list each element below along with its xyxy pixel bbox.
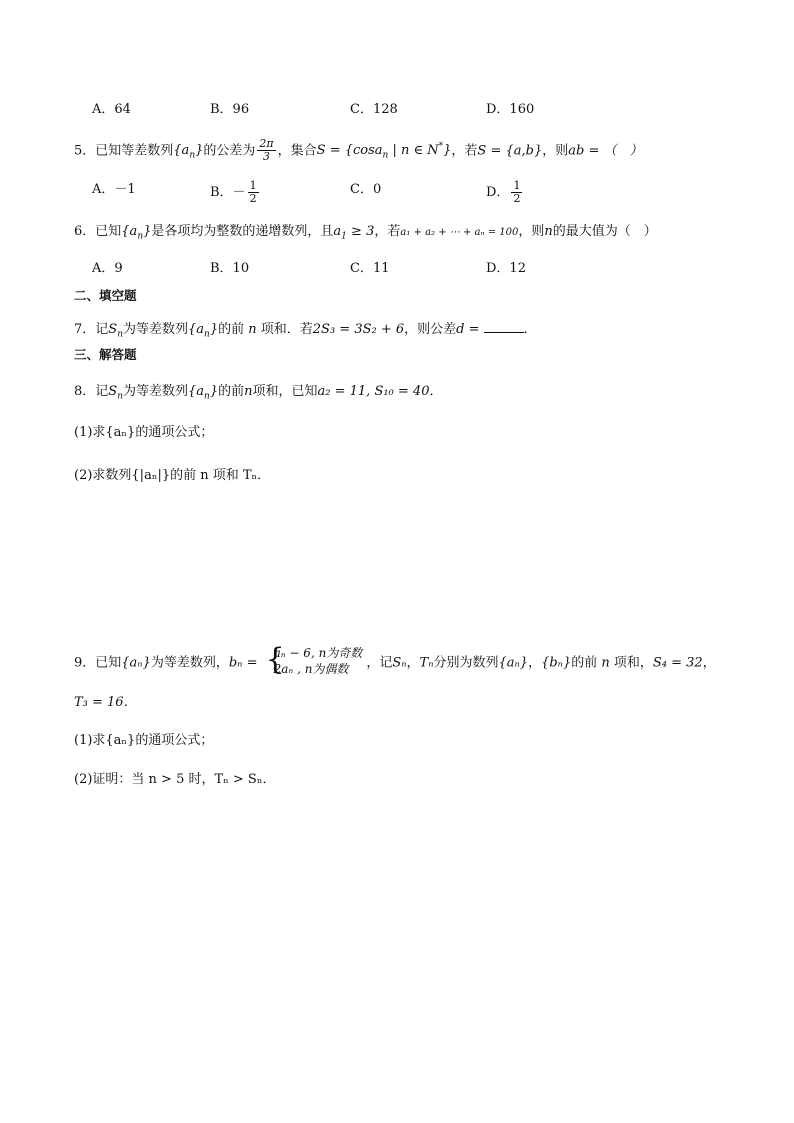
q6-option-b[interactable]: B．10 [210,261,250,276]
q9-prefix: 9．已知 [74,655,122,671]
q6-end: 的最大值为（ ） [552,224,657,239]
q4-option-c[interactable]: C．128 [350,102,398,117]
q9-mid1: 为等差数列， [150,655,229,671]
q9-comma-2: ， [702,655,716,671]
q9-mid2: ，记 [366,655,393,671]
q7-end: ． [523,322,537,337]
q6-mid1: 是各项均为整数的递增数列，且 [151,224,334,239]
q8-seq: $\{a_n\}$ [188,384,219,402]
q9-part-1: (1)求{aₙ}的通项公式； [74,733,214,748]
q5-stem [74,138,642,165]
q9-mid4: 的前 [571,655,598,671]
q8-condition: a₂ = 11, S₁₀ = 40 [317,384,430,399]
q6-var: n [544,224,553,239]
q8-end: ． [429,384,443,399]
q7-mid3: 项和．若 [260,322,313,337]
q7-s: $S_n$ [108,322,123,340]
q5-mid2: ，集合 [277,143,317,159]
q5-seq: $\{a_n\}$ [173,143,204,161]
q9-comma: ， [528,655,542,671]
q5-option-b[interactable]: B．－ $\frac{1}{2}$ [210,179,257,205]
q8-stem [74,383,443,406]
q7-prefix: 7．记 [74,322,109,337]
q7-d: d = [456,322,484,337]
q5-set-expression: S = {cosa$_n$ | n ∈ N*} [316,142,452,161]
q5-option-d[interactable]: D． $\frac{1}{2}$ [486,179,521,205]
q5-option-b-fraction: $\frac{1}{2}$ [249,179,257,205]
q6-options [92,259,692,279]
q9-sep: ， [406,655,420,671]
q7-equation: 2S₃ = 3S₂ + 6 [312,322,405,337]
q9-seq-a: {aₙ} [498,655,529,671]
q5-mid3: ，若 [451,143,478,159]
q9-mid5: 项和， [613,655,653,671]
q7-mid2: 的前 [218,322,245,337]
q9-seq: {aₙ} [121,655,151,671]
q8-part-1: (1)求{aₙ}的通项公式； [74,425,214,440]
q6-seq: $\{a_n\}$ [121,224,152,242]
q6-option-d[interactable]: D．12 [486,261,526,276]
q8-part-2: (2)求数列{|aₙ|}的前 n 项和 Tₙ． [74,468,271,483]
q5-prefix: 5．已知等差数列 [74,143,174,159]
q6-option-a[interactable]: A．9 [92,261,123,276]
section-fill-in-title: 二、填空题 [74,288,137,303]
q5-condition: S = {a,b} [477,143,543,159]
q5-options [92,179,692,205]
q4-option-d[interactable]: D．160 [486,102,535,117]
q6-option-c[interactable]: C．11 [350,261,390,276]
q4-option-b[interactable]: B．96 [210,102,250,117]
q5-option-c[interactable]: C．0 [350,182,382,197]
q4-options [92,100,692,120]
q9-seq-b: {bₙ} [541,655,572,671]
q5-common-difference-fraction: $\frac{2\pi}{3}$ [259,137,274,164]
q7-mid4: ，则公差 [404,322,457,337]
q5-mid1: 的公差为 [203,143,256,159]
q5-option-d-fraction: $\frac{1}{2}$ [513,179,521,205]
q6-stem [74,223,657,246]
q8-prefix: 8．记 [74,384,109,399]
q6-mid2: ，若 [374,224,401,239]
q8-s: $S_n$ [108,384,123,402]
q9-piecewise [265,642,363,677]
q7-answer-blank[interactable] [484,320,524,333]
q9-case-even: 2aₙ , n为偶数 [273,662,349,676]
q8-mid1: 为等差数列 [122,384,188,399]
q5-ask: ab = （ ） [568,143,643,159]
q9-left-brace: { [265,642,285,677]
q9-s: Sₙ [392,655,407,671]
q6-sum-expression: a₁ + a₂ + ⋯ + aₙ = 100 [400,227,519,238]
q8-mid3: 项和，已知 [252,384,318,399]
q6-prefix: 6．已知 [74,224,122,239]
q9-part-2: (2)证明：当 n > 5 时，Tₙ > Sₙ． [74,772,276,787]
q9-line-2: T₃ = 16． [74,695,137,710]
q9-mid3: 分别为数列 [433,655,499,671]
q9-stem [74,642,716,679]
q6-condition: $a_1 \ge 3$ [333,224,375,242]
q9-n: n [597,655,614,671]
q7-stem [74,320,537,344]
q5-option-a[interactable]: A．－1 [92,182,136,197]
q9-t: Tₙ [419,655,434,671]
q7-mid1: 为等差数列 [122,322,188,337]
q9-b-definition: bₙ = [228,655,262,671]
q8-mid2: 的前 [218,384,245,399]
q9-condition-1: S₄ = 32 [652,655,703,671]
q9-case-odd: aₙ − 6, n为奇数 [273,646,363,660]
q7-seq: $\{a_n\}$ [188,322,219,340]
q4-option-a[interactable]: A．64 [92,102,131,117]
q6-mid3: ，则 [518,224,545,239]
section-answer-title: 三、解答题 [74,347,137,362]
q7-n: n [244,322,261,337]
q8-n: n [244,384,253,399]
q5-mid4: ，则 [542,143,569,159]
